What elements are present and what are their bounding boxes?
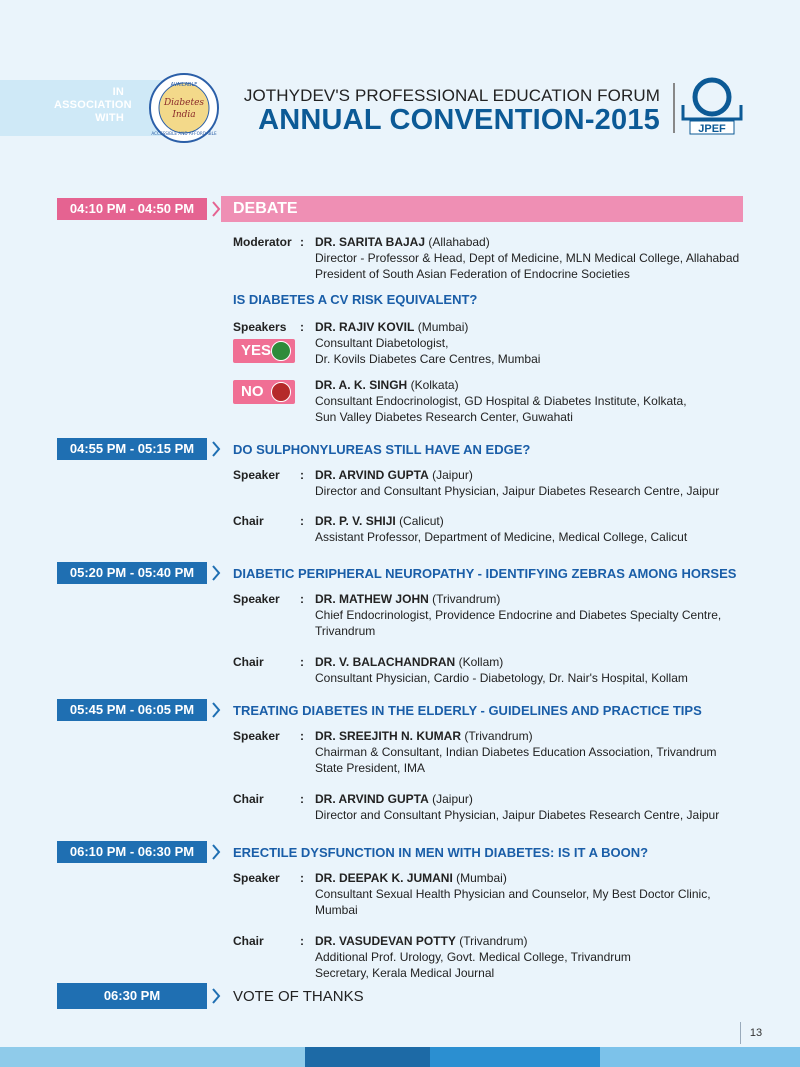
moderator-details [315,234,755,282]
session-time: 05:20 PM - 05:40 PM [57,562,207,584]
session-topic: DO SULPHONYLUREAS STILL HAVE AN EDGE? [233,442,531,457]
yes-badge [233,339,295,363]
person-city: (Jaipur) [432,468,473,482]
session-time: 04:10 PM - 04:50 PM [57,198,207,220]
person-affiliation: Director - Professor & Head, Dept of Medicine, MLN Medical College, Allahabad [315,251,740,265]
colon: : [300,514,304,528]
chair-details [315,791,755,823]
jpef-logo-text: JPEF [698,123,726,135]
footer-segment [600,1047,800,1067]
association-text [54,86,132,125]
colon: : [300,934,304,948]
green-dot-icon [271,341,291,361]
role-label: Speakers [233,320,287,334]
role-label: Chair [233,792,264,806]
chevron-right-icon [211,699,221,721]
speaker-details [315,591,755,639]
person-affiliation: Consultant Diabetologist, [315,336,449,350]
diabetes-india-logo [148,72,220,144]
chevron-right-icon [211,985,221,1007]
chair-details [315,933,755,981]
debate-header: DEBATE [221,196,743,222]
person-name: DR. SREEJITH N. KUMAR [315,729,462,743]
person-affiliation: State President, IMA [315,761,426,775]
speaker-details [315,377,755,425]
person-affiliation: Dr. Kovils Diabetes Care Centres, Mumbai [315,352,541,366]
person-name: DR. VASUDEVAN POTTY [315,934,456,948]
colon: : [300,468,304,482]
session-topic: DIABETIC PERIPHERAL NEUROPATHY - IDENTIFYING ZEBRAS AMONG HORSES [233,566,737,581]
person-city: (Allahabad) [428,235,490,249]
person-name: DR. ARVIND GUPTA [315,468,429,482]
footer-segment [0,1047,305,1067]
role-label: Speaker [233,468,280,482]
svg-text:Diabetes: Diabetes [163,98,205,108]
speaker-details [315,728,755,776]
speaker-details [315,319,755,367]
person-city: (Trivandrum) [432,592,501,606]
chevron-right-icon [211,841,221,863]
chevron-right-icon [211,198,221,220]
speaker-details [315,870,755,918]
person-affiliation: Secretary, Kerala Medical Journal [315,966,495,980]
footer-segment [430,1047,600,1067]
colon: : [300,729,304,743]
vote-of-thanks: VOTE OF THANKS [233,988,364,1005]
colon: : [300,792,304,806]
person-city: (Kollam) [458,655,504,669]
colon: : [300,235,304,249]
page-number: 13 [740,1022,771,1044]
person-affiliation: Consultant Sexual Health Physician and Counselor, My Best Doctor Clinic, [315,887,711,901]
chevron-right-icon [211,562,221,584]
person-city: (Jaipur) [432,792,473,806]
person-name: DR. DEEPAK K. JUMANI [315,871,453,885]
person-city: (Mumbai) [417,320,469,334]
session-topic: ERECTILE DYSFUNCTION IN MEN WITH DIABETES: IS IT A BOON? [233,845,649,860]
chevron-right-icon [211,438,221,460]
person-city: (Mumbai) [456,871,507,885]
person-affiliation: Assistant Professor, Department of Medicine, Medical College, Calicut [315,530,688,544]
no-label: NO [241,383,264,400]
person-city: (Trivandrum) [464,729,533,743]
person-city: (Calicut) [399,514,444,528]
person-name: DR. V. BALACHANDRAN [315,655,456,669]
footer-segment [305,1047,430,1067]
assoc-line: IN [112,86,124,98]
no-badge [233,380,295,404]
person-name: DR. SARITA BAJAJ [315,235,426,249]
colon: : [300,320,304,334]
session-time: 06:10 PM - 06:30 PM [57,841,207,863]
person-name: DR. RAJIV KOVIL [315,320,415,334]
assoc-line: ASSOCIATION [54,99,132,111]
debate-question: IS DIABETES A CV RISK EQUIVALENT? [233,292,478,307]
role-label: Chair [233,514,264,528]
role-label: Chair [233,655,264,669]
role-label: Speaker [233,729,280,743]
assoc-line: WITH [95,112,124,124]
jpef-logo [680,75,744,137]
role-label: Chair [233,934,264,948]
person-affiliation: Chairman & Consultant, Indian Diabetes Education Association, Trivandrum [315,745,717,759]
role-label: Speaker [233,871,280,885]
colon: : [300,592,304,606]
session-topic: TREATING DIABETES IN THE ELDERLY - GUIDELINES AND PRACTICE TIPS [233,703,702,718]
closing-time: 06:30 PM [57,983,207,1009]
person-affiliation: President of South Asian Federation of Endocrine Societies [315,267,630,281]
svg-text:AVAILABLE: AVAILABLE [170,82,198,88]
session-time: 05:45 PM - 06:05 PM [57,699,207,721]
header-divider [673,83,675,133]
forum-name: JOTHYDEV'S PROFESSIONAL EDUCATION FORUM [243,86,660,105]
person-city: (Trivandrum) [459,934,528,948]
convention-title: ANNUAL CONVENTION-2015 [258,104,660,136]
session-time: 04:55 PM - 05:15 PM [57,438,207,460]
person-affiliation: Mumbai [315,903,358,917]
person-affiliation: Trivandrum [315,624,376,638]
role-label: Moderator [233,235,292,249]
footer-stripe [0,1047,800,1067]
chair-details [315,513,755,545]
person-affiliation: Consultant Physician, Cardio - Diabetology, Dr. Nair's Hospital, Kollam [315,671,688,685]
colon: : [300,871,304,885]
colon: : [300,655,304,669]
person-name: DR. P. V. SHIJI [315,514,396,528]
person-affiliation: Consultant Endocrinologist, GD Hospital & Diabetes Institute, Kolkata, [315,394,687,408]
person-city: (Kolkata) [410,378,459,392]
yes-label: YES [241,342,272,359]
svg-text:India: India [172,110,196,120]
speaker-details [315,467,755,499]
person-affiliation: Additional Prof. Urology, Govt. Medical College, Trivandrum [315,950,631,964]
red-dot-icon [271,382,291,402]
person-name: DR. ARVIND GUPTA [315,792,429,806]
person-affiliation: Director and Consultant Physician, Jaipur Diabetes Research Centre, Jaipur [315,484,720,498]
person-affiliation: Chief Endocrinologist, Providence Endocrine and Diabetes Specialty Centre, [315,608,722,622]
role-label: Speaker [233,592,280,606]
svg-text:ACCESSIBLE AND AFFORDABLE: ACCESSIBLE AND AFFORDABLE [151,131,217,136]
person-name: DR. MATHEW JOHN [315,592,429,606]
person-name: DR. A. K. SINGH [315,378,408,392]
chair-details [315,654,755,686]
person-affiliation: Sun Valley Diabetes Research Center, Guwahati [315,410,573,424]
person-affiliation: Director and Consultant Physician, Jaipur Diabetes Research Centre, Jaipur [315,808,720,822]
